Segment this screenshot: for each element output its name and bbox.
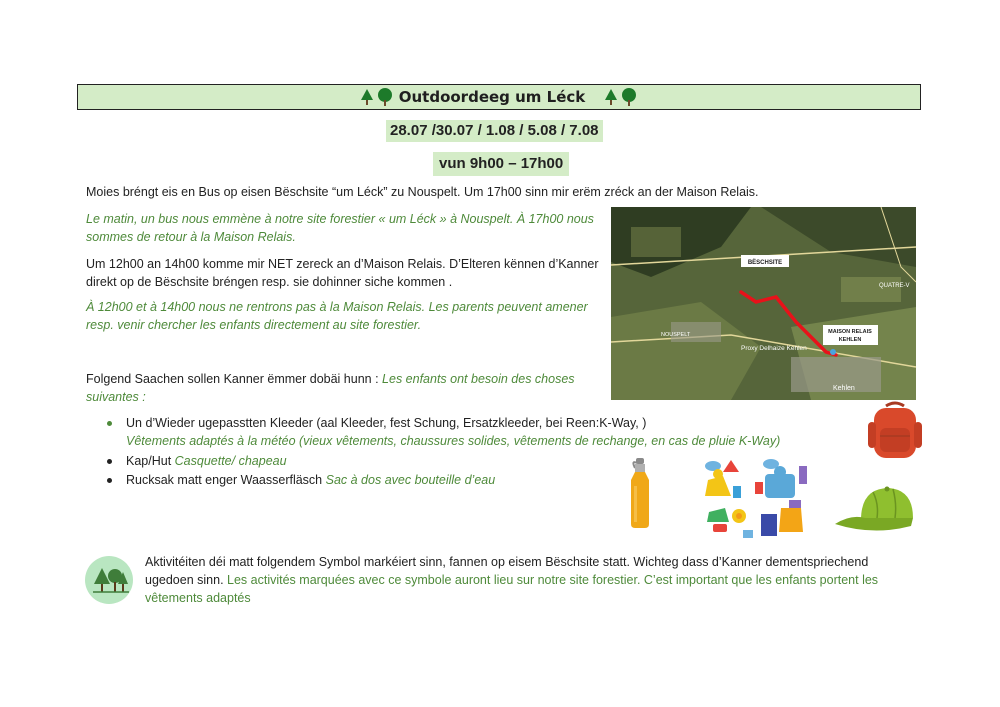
page-title: Outdoordeeg um Léck [398, 88, 586, 106]
forest-symbol [85, 556, 133, 604]
map-label-kehlen: Kehlen [833, 385, 855, 392]
list-item [107, 452, 607, 470]
map-label-proxy: Proxy Delhaize Kehlen [741, 345, 807, 352]
map-label-nouspelt: NOUSPELT [661, 332, 691, 338]
tree-icon [605, 89, 617, 105]
weather-clothes-icon [703, 458, 813, 540]
list-item [107, 414, 827, 432]
midday-lu: Um 12h00 an 14h00 komme mir NET zereck an d’Maison Relais. D’Elteren kënnen d’Kanner direkt op de Bëschsite bréngen resp. sie dohinner siche kommen . [86, 257, 599, 289]
midday-fr: À 12h00 et à 14h00 nous ne rentrons pas à la Maison Relais. Les parents peuvent amener resp. venir chercher les enfants directement au site forestier. [86, 300, 588, 332]
item-2-fr: Casquette/ chapeau [174, 454, 287, 468]
footer-lu: Aktivitéiten déi matt folgendem Symbol markéiert sinn, fannen op eisem Bëschsite statt. Wichteg dass d’Kanner dementspriechend ugedoen sinn. [145, 555, 869, 587]
item-1-fr: Vêtements adaptés à la météo (vieux vêtements, chaussures solides, vêtements de rechange, en cas de pluie K-Way) [126, 434, 781, 448]
backpack-icon [866, 400, 924, 462]
map-label-forest: BËSCHSITE [747, 260, 783, 266]
item-3-lu: Rucksak matt enger Waasserfläsch [126, 473, 323, 487]
tree-icon [621, 88, 637, 106]
intro-lu: Moies bréngt eis en Bus op eisen Bëschsite “um Léck” zu Nouspelt. Um 17h00 sinn mir erëm zréck an der Maison Relais. [86, 185, 759, 199]
route-map [611, 207, 916, 400]
list-item [107, 471, 607, 489]
intro-fr: Le matin, un bus nous emmène à notre site forestier « um Léck » à Nouspelt. À 17h00 nous sommes de retour à la Maison Relais. [86, 212, 594, 244]
tree-icon [377, 88, 393, 106]
bullet-icon [107, 478, 112, 483]
footer-text [145, 553, 910, 607]
water-bottle-icon [627, 458, 653, 528]
cap-icon [833, 484, 917, 536]
footer-fr: Les activités marquées avec ce symbole auront lieu sur notre site forestier. C’est important que les enfants portent les vêtements adaptés [145, 573, 879, 605]
dates: 28.07 /30.07 / 1.08 / 5.08 / 7.08 [386, 120, 603, 142]
forest-symbol-icon [85, 556, 133, 604]
item-1-lu: Un d’Wieder ugepasstten Kleeder (aal Kleeder, fest Schung, Ersatzkleeder, bei Reen:K-Way, ) [126, 416, 647, 430]
bullet-icon [107, 421, 112, 426]
item-2-lu: Kap/Hut [126, 454, 172, 468]
items-intro-lu: Folgend Saachen sollen Kanner ëmmer dobäi hunn : [86, 372, 379, 386]
map-label-quatre: QUATRE-V [879, 283, 910, 289]
map-label-house-1: MAISON RELAIS [828, 329, 872, 335]
items-intro [86, 370, 606, 406]
item-3-fr: Sac à dos avec bouteille d’eau [325, 473, 496, 487]
hours: vun 9h00 – 17h00 [433, 152, 569, 176]
title-bar [77, 84, 921, 110]
map-label-house-2: KEHLEN [838, 337, 862, 343]
items-intro-fr: Les enfants ont besoin des choses suivantes : [86, 372, 575, 404]
tree-icon [361, 89, 373, 105]
bullet-icon [107, 459, 112, 464]
